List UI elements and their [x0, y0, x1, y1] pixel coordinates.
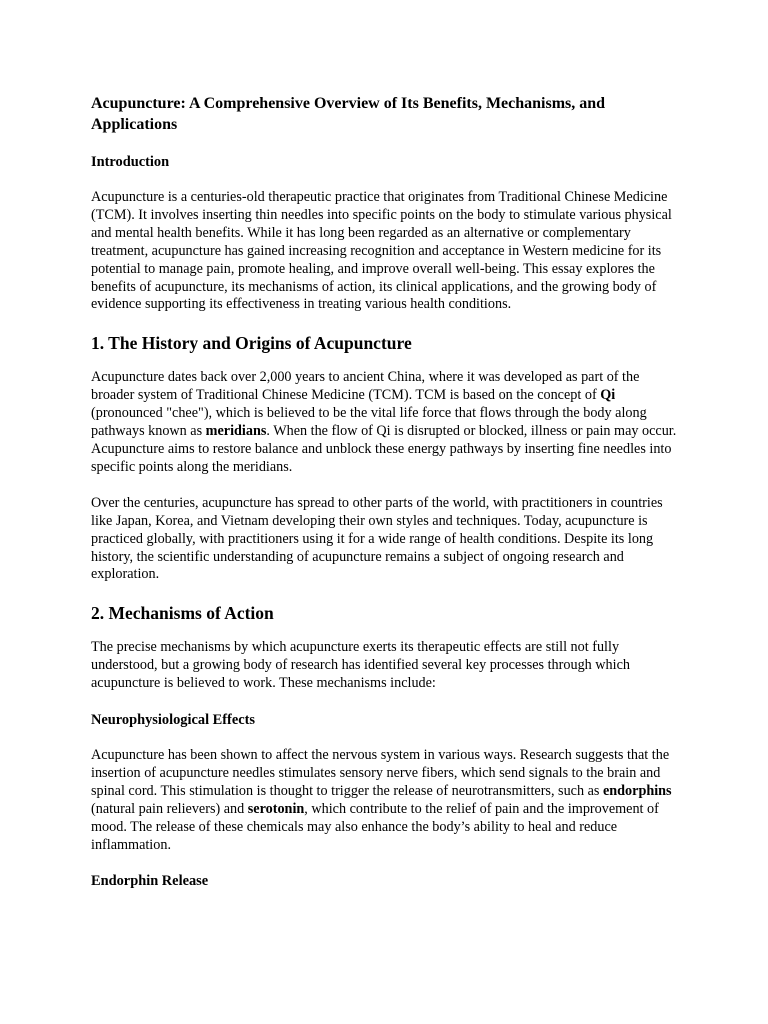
history-paragraph-2: Over the centuries, acupuncture has spread to other parts of the world, with practitioners in countries like Japan, Korea, and Vietnam developing their own styles and techniques. Today, acupuncture is practiced globally, with practitioners using it for a wide range of health conditions. Despite its long history, the scientific understanding of acupuncture remains a subject of ongoing research and exploration.: [91, 494, 663, 583]
text-run: . When the flow of Qi is disrupted or blocked, illness or pain may occur. Acupuncture aims to restore balance and unblock these energy pathways by inserting fine needles into specific points along the meridians.: [91, 423, 677, 475]
neurophysiological-paragraph: [91, 747, 683, 854]
mechanisms-intro-paragraph: The precise mechanisms by which acupuncture exerts its therapeutic effects are still not fully understood, but a growing body of research has identified several key processes through which acupuncture is believed to work. These mechanisms include:: [91, 639, 630, 692]
text-run: (pronounced "chee"), which is believed to be the vital life force that flows through the body along pathways known as: [91, 405, 647, 440]
history-paragraph-1: [91, 369, 683, 476]
text-run: Acupuncture dates back over 2,000 years to ancient China, where it was developed as part of the broader system of Traditional Chinese Medicine (TCM). TCM is based on the concept of: [91, 369, 640, 404]
term-endorphins: endorphins: [602, 782, 672, 799]
document-body: [91, 93, 683, 890]
text-run: , which contribute to the relief of pain and the improvement of mood. The release of these chemicals may also enhance the body’s ability to heal and reduce inflammation.: [91, 800, 659, 853]
term-serotonin: serotonin: [247, 800, 305, 817]
text-run: Acupuncture has been shown to affect the nervous system in various ways. Research suggests that the insertion of acupuncture needles stimulates sensory nerve fibers, which send signals to the brain and spinal cord. This stimulation is thought to trigger the release of neurotransmitters, such as: [91, 747, 670, 799]
neurophysiological-heading: Neurophysiological Effects: [91, 712, 256, 729]
endorphin-release-heading: Endorphin Release: [91, 873, 209, 890]
introduction-heading: Introduction: [91, 154, 170, 170]
document-title: Acupuncture: A Comprehensive Overview of Its Benefits, Mechanisms, and Applications: [91, 95, 606, 133]
introduction-paragraph: Acupuncture is a centuries-old therapeutic practice that originates from Traditional Chinese Medicine (TCM). It involves inserting thin needles into specific points on the body to stimulate various physical and mental health benefits. While it has long been regarded as an alternative or complementary treatment, acupuncture has gained increasing recognition and acceptance in Western medicine for its potential to manage pain, promote healing, and improve overall well-being. This essay explores the benefits of acupuncture, its mechanisms of action, its clinical applications, and the growing body of evidence supporting its effectiveness in treating various health conditions.: [91, 189, 672, 313]
text-run: (natural pain relievers) and: [91, 800, 248, 817]
term-meridians: meridians: [205, 423, 267, 440]
section-heading-mechanisms: 2. Mechanisms of Action: [91, 603, 274, 624]
section-heading-history: 1. The History and Origins of Acupuncture: [91, 333, 412, 354]
term-qi: Qi: [600, 387, 616, 404]
